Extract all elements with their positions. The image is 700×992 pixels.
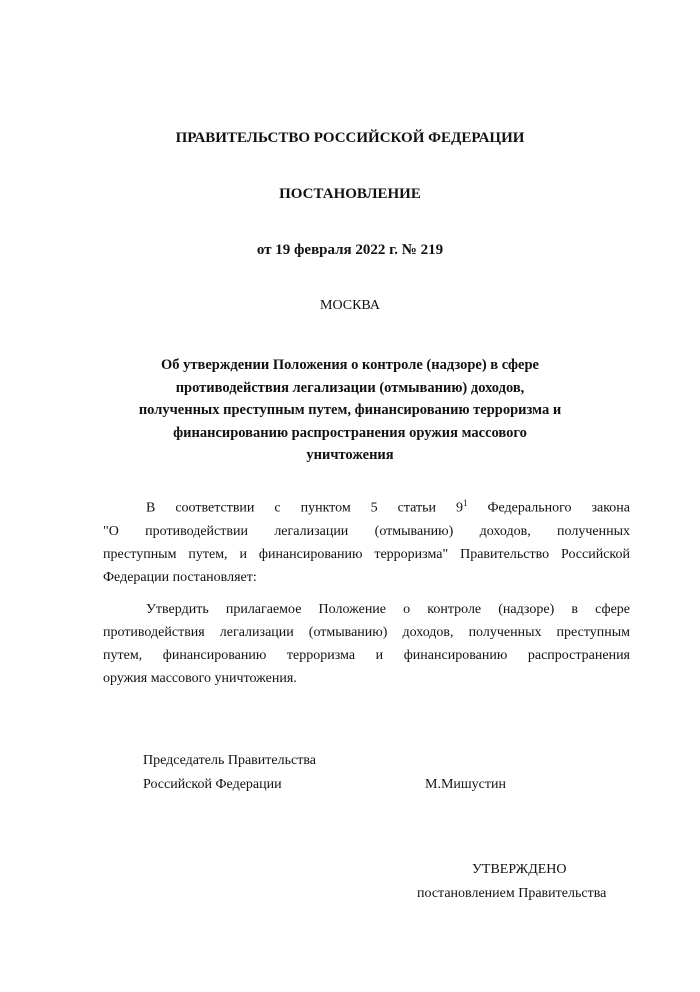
body-paragraph-2 <box>103 598 630 690</box>
document-title <box>0 354 700 467</box>
signatory-name: М.Мишустин <box>425 777 506 792</box>
paragraph-line: путем, финансированию терроризма и финансированию распространения <box>103 648 630 663</box>
paragraph-line: противодействия легализации (отмыванию) доходов, полученных преступным <box>103 625 630 640</box>
document-type: ПОСТАНОВЛЕНИЕ <box>279 186 421 202</box>
document-date-number: от 19 февраля 2022 г. № 219 <box>256 242 444 258</box>
document-city: МОСКВА <box>320 298 380 313</box>
title-line: полученных преступным путем, финансированию терроризма и <box>138 402 562 418</box>
signatory-title-line-1: Председатель Правительства <box>143 753 316 768</box>
title-line: финансированию распространения оружия массового <box>173 424 527 441</box>
title-line: уничтожения <box>306 447 394 463</box>
paragraph-line: Федерации постановляет: <box>103 569 257 585</box>
approval-stamp-heading: УТВЕРЖДЕНО <box>472 862 567 877</box>
paragraph-line: оружия массового уничтожения. <box>103 671 297 686</box>
paragraph-line: "О противодействии легализации (отмыванию) доходов, полученных <box>103 523 630 539</box>
body-paragraph-1 <box>103 492 630 589</box>
paragraph-line <box>103 492 630 520</box>
superscript: 1 <box>462 498 468 508</box>
paragraph-line: преступным путем, и финансированию терроризма" Правительство Российской <box>103 546 630 562</box>
approval-stamp-text: постановлением Правительства <box>417 886 607 901</box>
title-line: Об утверждении Положения о контроле (надзоре) в сфере <box>161 357 539 373</box>
paragraph-line: Утвердить прилагаемое Положение о контроле (надзоре) в сфере <box>146 602 630 617</box>
signatory-title-line-2: Российской Федерации <box>143 777 282 792</box>
title-line: противодействия легализации (отмыванию) доходов, <box>175 379 525 396</box>
paragraph-text: В соответствии с пунктом 5 статьи 9 <box>146 500 463 516</box>
paragraph-text: Федерального закона <box>467 500 630 516</box>
government-name: ПРАВИТЕЛЬСТВО РОССИЙСКОЙ ФЕДЕРАЦИИ <box>175 130 525 146</box>
